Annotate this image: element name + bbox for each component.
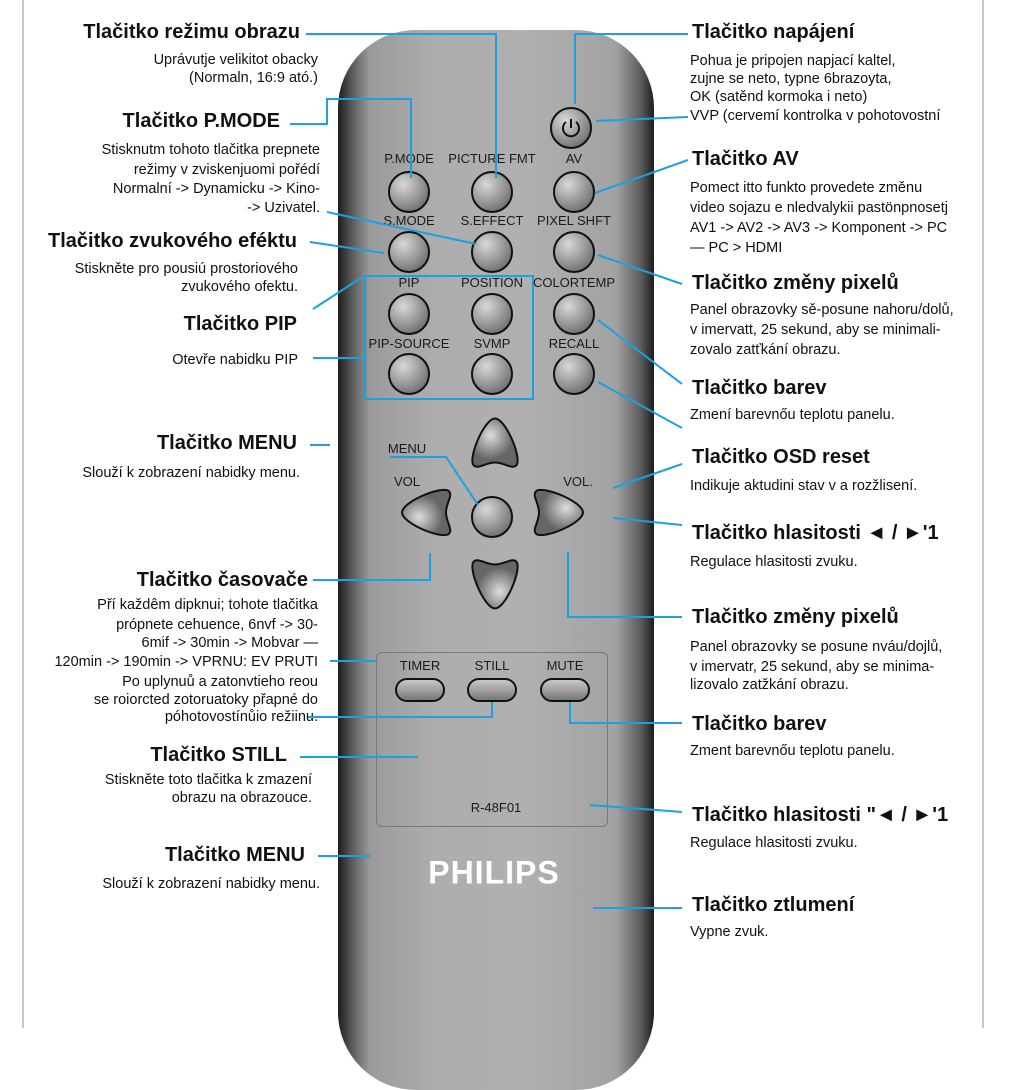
right-desc: OK (satěnd kormoka i neto) [690, 89, 868, 105]
left-desc: režimy v zviskenjuomi pořédí [133, 162, 320, 178]
right-desc: Pomect itto funkto provedete změnu [690, 180, 923, 196]
left-title: Tlačitko STILL [150, 744, 287, 766]
leader-line [570, 702, 682, 723]
left-desc: Normalní -> Dynamicku -> Kino- [112, 181, 320, 197]
left-desc: (Normaln, 16:9 ató.) [189, 70, 318, 86]
left-desc: Uprávutje velikitot obacky [153, 52, 318, 68]
right-title: Tlačitko AV [692, 148, 799, 170]
colortemp-label: COLORTEMP [532, 275, 616, 290]
left-desc: Otevře nabidku PIP [172, 352, 298, 368]
leader-line [308, 702, 492, 717]
vol-right-label: VOL. [563, 474, 593, 489]
leader-line [598, 320, 682, 384]
right-desc: Regulace hlasitosti zvuku. [690, 835, 858, 851]
left-desc: Stiskněte toto tlačitka k zmazení [104, 772, 312, 788]
leader-line [568, 552, 682, 617]
leader-line [598, 255, 682, 284]
right-title: Tlačitko napájení [692, 21, 855, 43]
left-desc: Stisknutm tohoto tlačitka prepnete [101, 142, 320, 158]
leader-line [595, 160, 688, 193]
right-desc: Regulace hlasitosti zvuku. [690, 554, 858, 570]
right-desc: Panel obrazovky se posune nváu/dojlů, [690, 639, 943, 655]
leader-line [310, 242, 384, 253]
right-title: Tlačitko barev [692, 377, 827, 399]
model-number: R-48F01 [470, 800, 522, 815]
mute-label: MUTE [546, 658, 584, 673]
left-desc: Pří každêm dipknui; tohote tlačitka [97, 597, 318, 613]
leader-line [327, 212, 476, 244]
svmp-label: SVMP [473, 336, 511, 351]
leader-line [306, 34, 496, 178]
right-desc: Pohua je pripojen napjací kaltel, [690, 53, 896, 69]
p-mode-label: P.MODE [384, 151, 434, 166]
leader-line [390, 457, 478, 505]
timer-label: TIMER [399, 658, 441, 673]
leader-line [590, 805, 682, 812]
brand-logo: PHILIPS [428, 854, 560, 891]
left-desc: Stiskněte pro pousiú prostoriového [74, 261, 298, 277]
left-desc: própnete cehuence, 6nvf -> 30- [116, 617, 318, 633]
right-desc: Indikuje aktudini stav v a rozžlisení. [690, 478, 918, 494]
left-desc: póhotovostínůio režiinu. [164, 709, 318, 725]
left-desc: 6mif -> 30min -> Mobvar — [141, 635, 318, 651]
right-desc: lizovalo zatžkání obrazu. [690, 677, 849, 693]
left-title: Tlačitko P.MODE [122, 110, 280, 132]
left-desc: se roiorcted zotoruatoky přapné do [93, 692, 318, 708]
s-mode-label: S.MODE [383, 213, 435, 228]
still-label: STILL [474, 658, 510, 673]
leader-line [596, 117, 688, 121]
left-title: Tlačitko režimu obrazu [83, 21, 300, 43]
right-desc: — PC > HDMI [690, 240, 783, 256]
av-label: AV [565, 151, 583, 166]
right-title: Tlačitko barev [692, 713, 827, 735]
right-desc: v imervatt, 25 sekund, aby se minimali- [690, 322, 941, 338]
right-title: Tlačitko hlasitosti "◄ / ►'1 [692, 804, 949, 826]
pip-source-label: PIP-SOURCE [368, 336, 450, 351]
right-desc: v imervatr, 25 sekund, aby se minima- [690, 659, 935, 675]
s-effect-label: S.EFFECT [460, 213, 524, 228]
left-title: Tlačitko časovače [136, 569, 308, 591]
right-desc: VVP (cervemí kontrolka v pohotovostní [690, 108, 941, 124]
right-desc: Panel obrazovky sě-posune nahoru/dolů, [690, 302, 954, 318]
left-desc: obrazu na obrazouce. [171, 790, 312, 806]
leader-line [613, 464, 682, 488]
left-title: Tlačitko PIP [183, 313, 297, 335]
left-title: Tlačitko zvukového eféktu [48, 230, 297, 252]
right-desc: Vypne zvuk. [690, 924, 769, 940]
right-desc: Zmení barevnőu teplotu panelu. [690, 407, 895, 423]
left-desc: 120min -> 190min -> VPRNU: EV PRUTI [54, 654, 318, 670]
leader-line [575, 34, 688, 104]
leader-line [598, 382, 682, 428]
left-desc: -> Uzivatel. [247, 200, 320, 216]
leader-line [313, 553, 430, 580]
pixel-shft-label: PIXEL SHFT [537, 213, 611, 228]
right-title: Tlačitko hlasitosti ◄ / ►'1 [692, 522, 939, 544]
picture-fmt-label: PICTURE FMT [448, 151, 536, 166]
right-title: Tlačitko OSD reset [692, 446, 870, 468]
leader-line [290, 99, 411, 178]
left-desc: Slouží k zobrazení nabidky menu. [82, 465, 300, 481]
menu-label: MENU [387, 441, 427, 456]
right-desc: video sojazu e nledvalykii pastönpnosetj [690, 200, 948, 216]
left-desc: Slouží k zobrazení nabidky menu. [102, 876, 320, 892]
right-title: Tlačitko ztlumení [692, 894, 855, 916]
right-title: Tlačitko změny pixelů [692, 272, 899, 294]
right-desc: zujne se neto, typne 6brazoyta, [690, 71, 892, 87]
position-label: POSITION [460, 275, 524, 290]
right-title: Tlačitko změny pixelů [692, 606, 899, 628]
right-desc: AV1 -> AV2 -> AV3 -> Komponent -> PC [690, 220, 948, 236]
recall-label: RECALL [548, 336, 600, 351]
left-title: Tlačitko MENU [164, 844, 305, 866]
leader-line [613, 518, 682, 525]
vol-left-label: VOL [393, 474, 421, 489]
pip-label: PIP [398, 275, 420, 290]
leader-line [313, 276, 364, 309]
left-desc: zvukového ofektu. [181, 279, 298, 295]
right-desc: Zment barevnőu teplotu panelu. [690, 743, 895, 759]
right-desc: zovalo zatťkání obrazu. [690, 342, 841, 358]
left-title: Tlačitko MENU [156, 432, 297, 454]
left-desc: Po uplynuů a zatonvtieho reou [122, 674, 318, 690]
